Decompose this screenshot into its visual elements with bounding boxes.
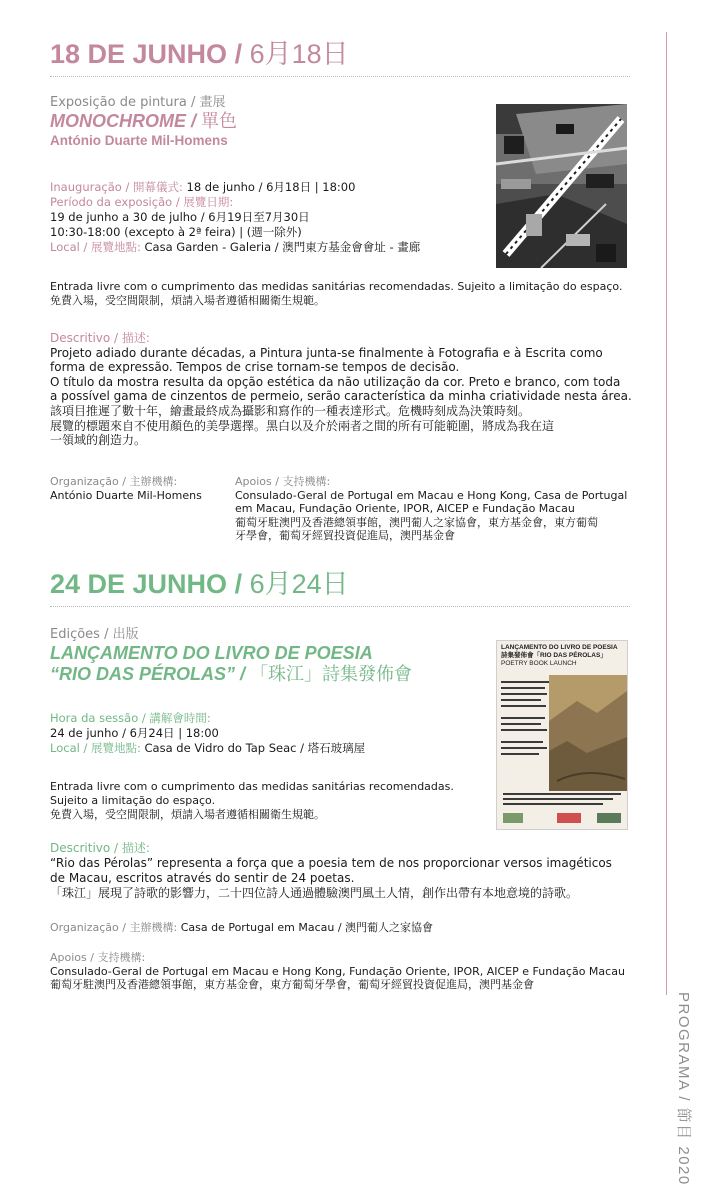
event1-entry-zh: 免費入場，受空間限制，煩請入場者遵循相關衛生規範。 (50, 294, 325, 307)
event2-description (50, 841, 612, 901)
event1-title (50, 111, 237, 132)
event2-divider (50, 606, 630, 607)
event1-title-zh: 單色 (201, 111, 238, 131)
event1-support-line: 葡萄牙駐澳門及香港總領事館，澳門葡人之家協會，東方基金會，東方葡萄 (235, 515, 598, 529)
event1-desc-line: a possível gama de cinzentos de permeio, serão característica da minha criatividade nesta área. (50, 389, 632, 404)
event1-desc-line: 一領域的創造力。 (50, 433, 147, 448)
event2-desc-line: “Rio das Pérolas” representa a força que a poesia tem de nos proporcionar versos imagéticos (50, 856, 612, 870)
event2-venue-label: Local / 展覽地點: (50, 741, 141, 755)
event1-venue (50, 240, 420, 255)
event1-date-heading (50, 38, 349, 70)
event1-details (50, 180, 420, 255)
event1-desc-label: Descritivo / 描述: (50, 331, 150, 345)
poster-title-line1: LANÇAMENTO DO LIVRO DE POESIA (501, 644, 618, 651)
poetry-book-poster-image (496, 640, 628, 830)
event2-entry-pt-2: Sujeito a limitação do espaço. (50, 794, 216, 807)
event1-category: Exposição de pintura / 畫展 (50, 95, 226, 110)
event2-title-line1: LANÇAMENTO DO LIVRO DE POESIA (50, 643, 373, 663)
event1-opening (50, 180, 420, 195)
event1-title-pt: MONOCHROME / (50, 111, 196, 131)
event1-entry-pt: Entrada livre com o cumprimento das medidas sanitárias recomendadas. Sujeito a limitação do espaço. (50, 280, 623, 293)
event1-period-dates: 19 de junho a 30 de julho / 6月19日至7月30日 (50, 210, 310, 224)
event2-support-line: 葡萄牙駐澳門及香港總領事館，東方基金會，東方葡萄牙學會，葡萄牙經貿投資促進局，澳門基金會 (50, 978, 534, 991)
event2-org-label: Organização / 主辦機構: (50, 921, 178, 934)
event2-support (50, 951, 625, 992)
monochrome-artwork-image (496, 104, 627, 268)
event2-entry-zh: 免費入場，受空間限制，煩請入場者遵循相關衛生規範。 (50, 808, 325, 821)
event2-category: Edições / 出版 (50, 627, 139, 642)
event1-description (50, 331, 632, 448)
event1-date-zh: 6月18日 (249, 39, 349, 69)
event1-divider (50, 76, 630, 77)
event1-period-hours: 10:30-18:00 (excepto à 2ª feira) | (週一除外) (50, 225, 302, 239)
event1-support-line: em Macau, Fundação Oriente, IPOR, AICEP e Fundação Macau (235, 502, 575, 515)
event2-organization (50, 921, 433, 935)
event2-venue-value: Casa de Vidro do Tap Seac / 塔石玻璃屋 (144, 741, 366, 755)
event2-desc-line: 「珠江」展現了詩歌的影響力，二十四位詩人通過體驗澳門風土人情，創作出帶有本地意境的詩歌。 (50, 886, 579, 900)
event1-desc-line: Projeto adiado durante décadas, a Pintura junta-se finalmente à Fotografia e à Escrita como (50, 345, 603, 360)
event2-date-pt: 24 DE JUNHO (50, 569, 228, 599)
event2-desc-line: de Macau, escritos através do sentir de 24 poetas. (50, 871, 355, 885)
event1-entry (50, 280, 622, 308)
event2-header (50, 626, 412, 685)
event1-support-line: Consulado-Geral de Portugal em Macau e Hong Kong, Casa de Portugal (235, 488, 628, 502)
event2-session-label: Hora da sessão / 講解會時間: (50, 711, 211, 725)
event1-period-label: Período da exposição / 展覽日期: (50, 195, 234, 209)
event2-title-zh: 「珠江」詩集發佈會 (250, 664, 413, 684)
event1-date-pt: 18 DE JUNHO (50, 39, 228, 69)
event2-session-value: 24 de junho / 6月24日 | 18:00 (50, 726, 219, 740)
event2-support-line: Consulado-Geral de Portugal em Macau e Hong Kong, Fundação Oriente, IPOR, AICEP e Fundação Macau (50, 964, 625, 978)
event1-opening-value: 18 de junho / 6月18日 | 18:00 (186, 180, 356, 194)
event2-entry (50, 780, 454, 822)
event1-org-value: António Duarte Mil-Homens (50, 488, 202, 502)
event2-date-heading (50, 568, 349, 600)
event1-venue-label: Local / 展覽地點: (50, 240, 141, 254)
event1-author: António Duarte Mil-Homens (50, 133, 228, 148)
event2-desc-label: Descritivo / 描述: (50, 841, 150, 855)
event2-details (50, 711, 365, 756)
event1-organization (50, 475, 202, 502)
event2-venue (50, 741, 365, 756)
event1-desc-line: 該項目推遲了數十年，繪畫最終成為攝影和寫作的一種表達形式。危機時刻成為決策時刻。 (50, 403, 531, 418)
event2-support-label: Apoios / 支持機構: (50, 951, 146, 964)
poster-title (501, 644, 625, 668)
event1-support (235, 475, 627, 543)
event2-title-line2 (50, 664, 412, 685)
programa-side-label: PROGRAMA / 節目 2020 (675, 992, 692, 1186)
event1-date-separator: / (234, 39, 243, 69)
event1-support-line: 牙學會，葡萄牙經貿投資促進局，澳門基金會 (235, 529, 455, 542)
event1-desc-line: O título da mostra resulta da opção estética da não utilização da cor. Preto e branco, com toda (50, 374, 621, 389)
poster-subtitle: POETRY BOOK LAUNCH (501, 660, 577, 667)
event2-title-pt: “RIO DAS PÉROLAS” / (50, 664, 246, 684)
event1-org-label: Organização / 主辦機構: (50, 475, 178, 488)
event1-header (50, 94, 237, 149)
event2-entry-pt-1: Entrada livre com o cumprimento das medidas sanitárias recomendadas. (50, 780, 454, 793)
event1-support-label: Apoios / 支持機構: (235, 475, 331, 488)
page-side-rule (666, 32, 667, 995)
event1-venue-value: Casa Garden - Galeria / 澳門東方基金會會址 - 畫廊 (144, 240, 421, 254)
poster-title-line2: 詩集發佈會「RIO DAS PÉROLAS」 (501, 652, 607, 659)
event2-date-separator: / (234, 569, 243, 599)
event1-desc-line: forma de expressão. Tempos de crise tornam-se tempos de decisão. (50, 360, 460, 375)
event1-desc-line: 展覽的標題來自不使用顏色的美學選擇。黑白以及介於兩者之間的所有可能範圍，將成為我在這 (50, 418, 555, 433)
event1-opening-label: Inauguração / 開幕儀式: (50, 180, 183, 194)
event2-org-value: Casa de Portugal em Macau / 澳門葡人之家協會 (180, 921, 434, 934)
event2-date-zh: 6月24日 (249, 569, 349, 599)
